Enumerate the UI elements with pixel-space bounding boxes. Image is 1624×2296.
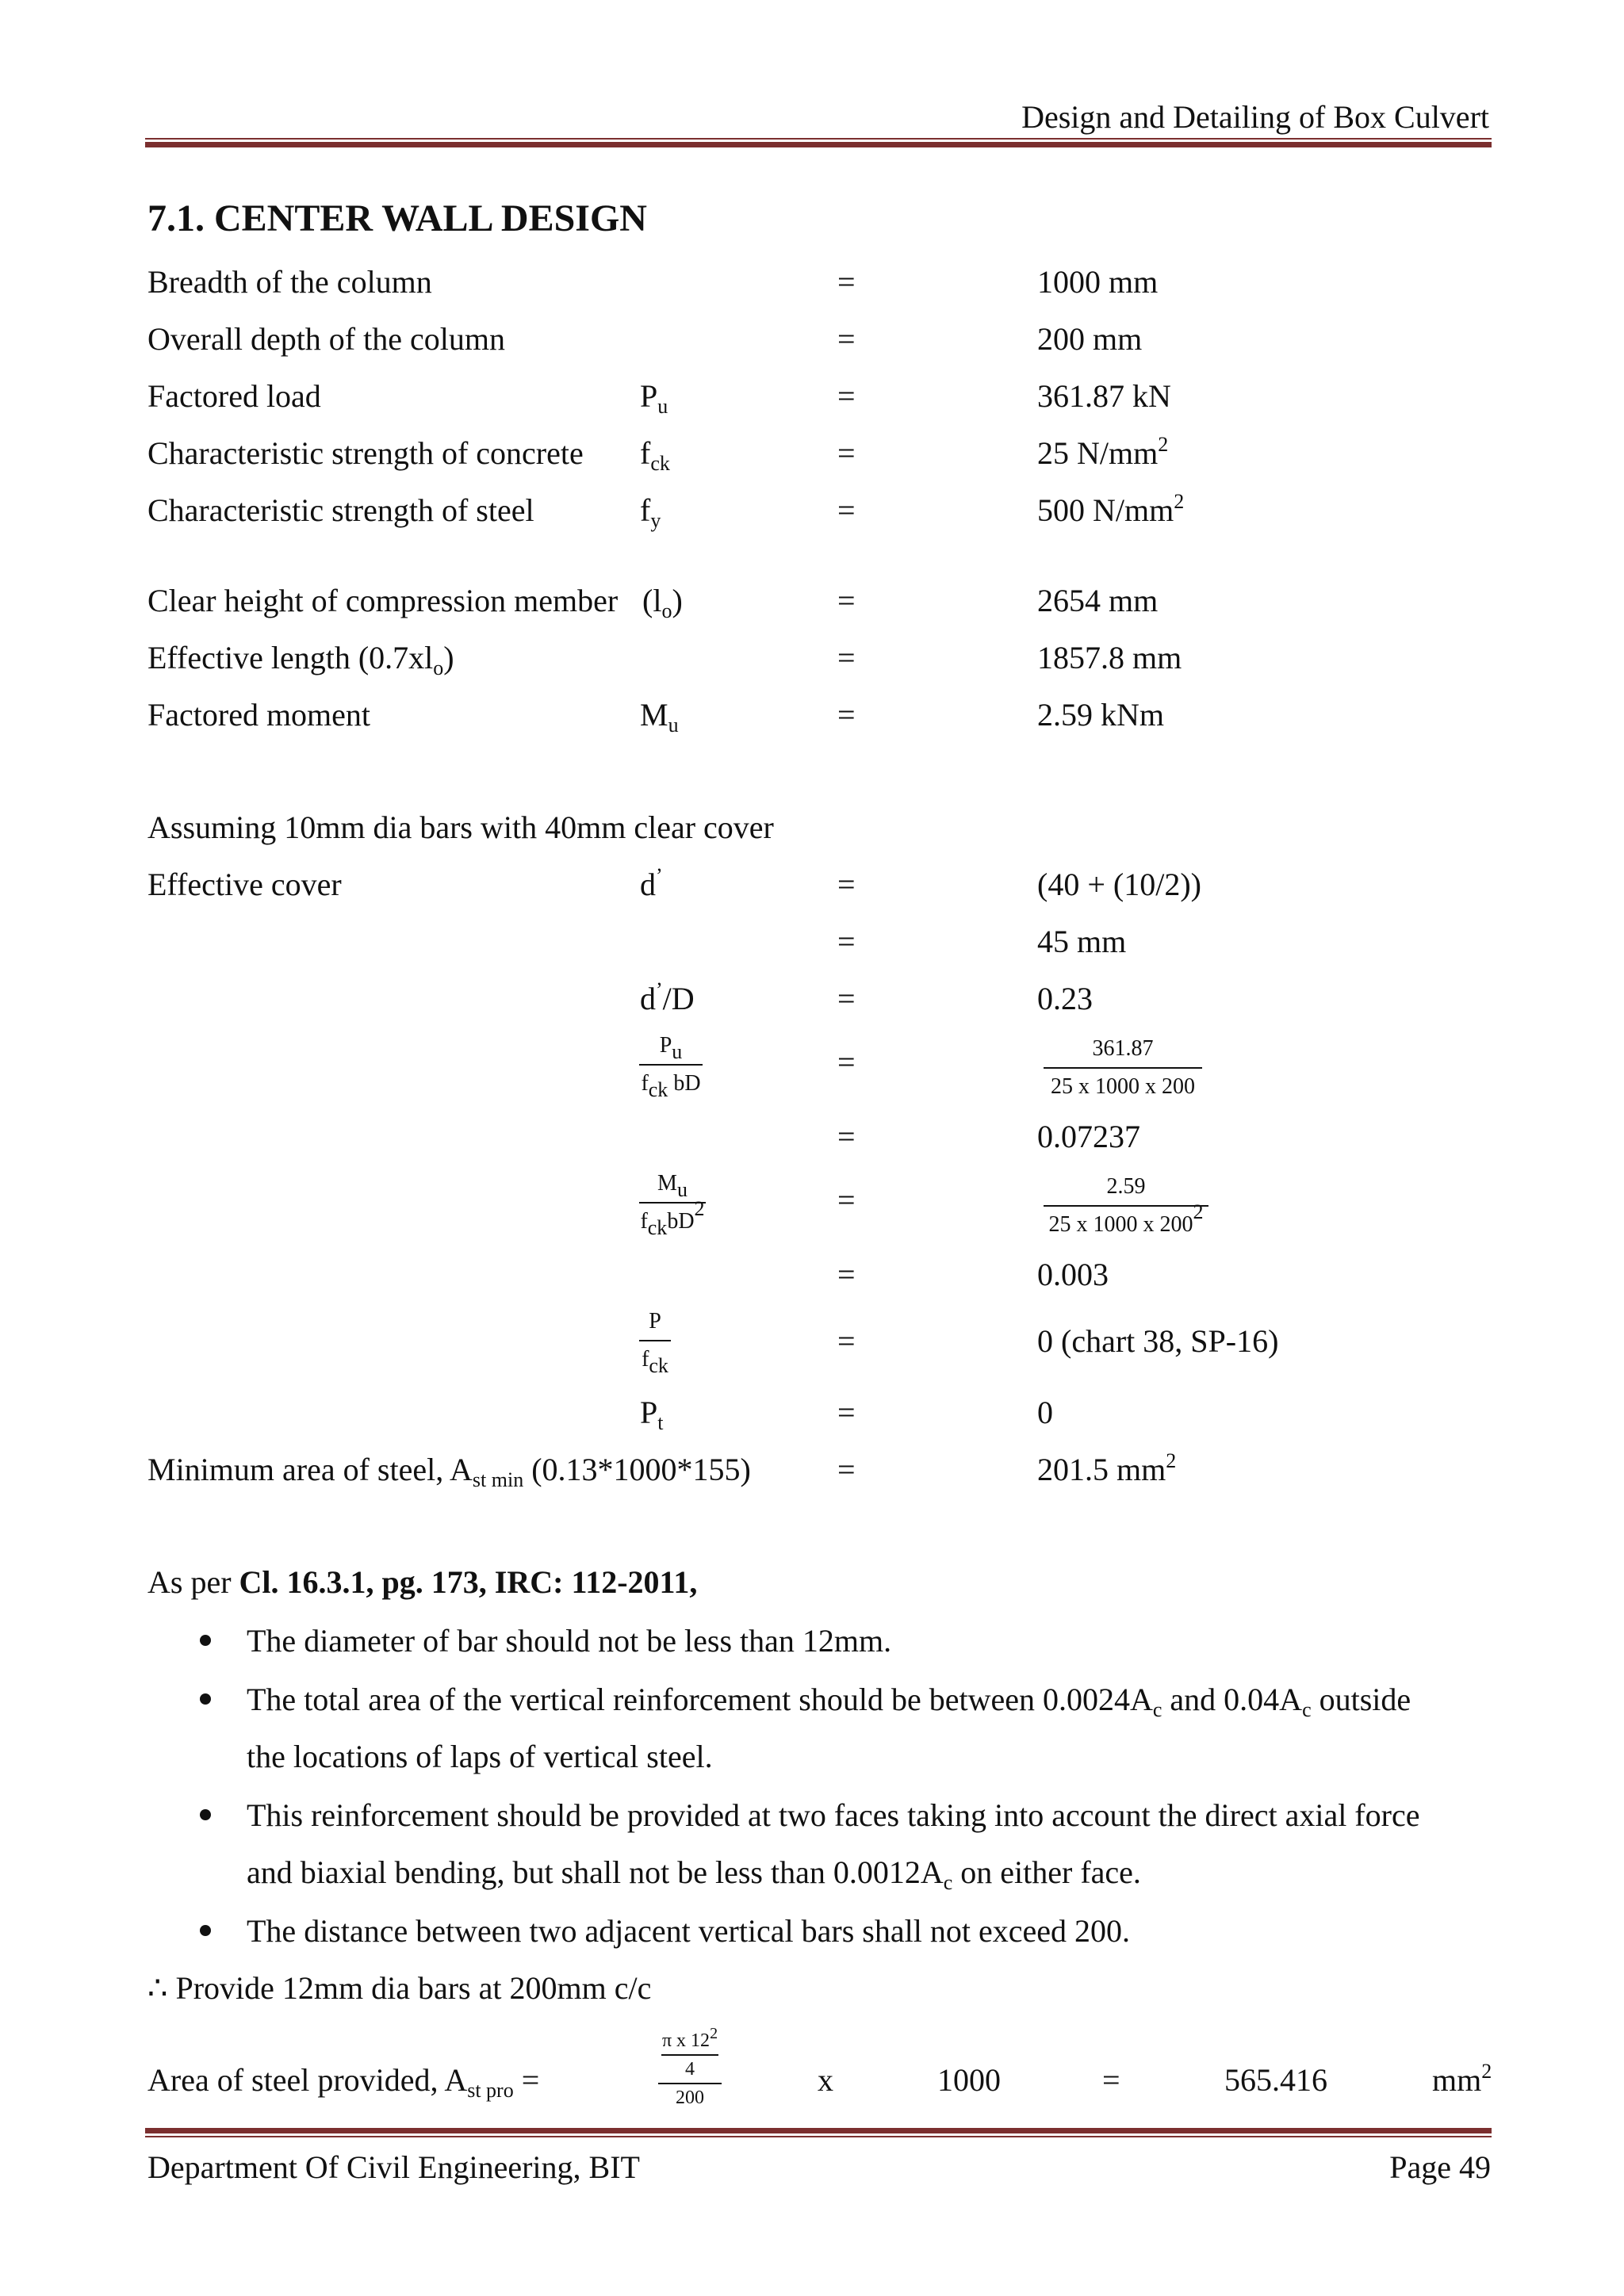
equals-sign: = [837, 1044, 856, 1080]
list-item-text: The total area of the vertical reinforcement should be between $0.0024A_c$ and $0.04A_c$ outside [247, 1682, 1411, 1721]
equals-sign: = [837, 697, 856, 733]
mu-substitution-fraction [1044, 1173, 1208, 1238]
row-value: 0.23 [1037, 981, 1093, 1016]
equals-sign: = [837, 1323, 856, 1359]
row-label: Factored moment [147, 697, 371, 733]
header-rule-thin [145, 138, 1492, 140]
equals-sign: = [837, 924, 856, 959]
row-label: Clear height of compression member [147, 583, 619, 618]
equals-sign: = [837, 321, 856, 357]
fraction-numerator: π x $12^2$ [661, 2025, 718, 2051]
footer-page-number: Page 49 [1389, 2149, 1491, 2185]
row-label: Breadth of the column [147, 264, 432, 300]
row-value: 361.87 kN [1037, 378, 1171, 414]
fraction-numerator-divisor: 4 [685, 2059, 695, 2080]
equals-sign: = [1102, 2062, 1120, 2098]
equals-sign: = [837, 1452, 856, 1487]
fraction-bar [639, 1340, 671, 1341]
pu-substitution-fraction [1044, 1035, 1202, 1100]
fraction-denominator: $f_{ck}$ [642, 1347, 668, 1377]
row-symbol: $M_u$ [640, 697, 679, 737]
list-item-text-continued: the locations of laps of vertical steel. [247, 1739, 713, 1774]
fraction-denominator: 25 x 1000 x $200^2$ [1048, 1200, 1204, 1237]
p-fraction [639, 1308, 671, 1377]
equals-sign: = [837, 583, 856, 618]
footer-department: Department Of Civil Engineering, BIT [147, 2149, 640, 2185]
row-value: 0.07237 [1037, 1119, 1140, 1154]
equals-sign: = [837, 1395, 856, 1430]
equals-sign: = [837, 981, 856, 1016]
fraction-denominator: $f_{ck}$ bD [641, 1071, 701, 1101]
row-symbol: $P_t$ [640, 1395, 664, 1434]
fraction-numerator: 2.59 [1106, 1174, 1146, 1199]
footer-rule-thin [145, 2136, 1492, 2137]
row-value: 201.5 $mm^2$ [1037, 1449, 1177, 1487]
list-item-text: The diameter of bar should not be less than 12mm. [247, 1623, 892, 1659]
equals-sign: = [837, 264, 856, 300]
list-item-text-continued: and biaxial bending, but shall not be less than $0.0012A_c$ on either face. [247, 1854, 1141, 1894]
row-label: Characteristic strength of concrete [147, 435, 584, 471]
fraction-numerator: $P_u$ [659, 1033, 683, 1063]
row-label: Factored load [147, 378, 321, 414]
row-unit: $mm^2$ [1432, 2060, 1492, 2098]
fraction-bar [1044, 1205, 1208, 1207]
fraction-numerator: P [649, 1309, 661, 1334]
row-value: 200 mm [1037, 321, 1143, 357]
row-label: Effective length $(0.7xl_o)$ [147, 640, 454, 679]
provision-statement: ∴ Provide 12mm dia bars at 200mm c/c [147, 1970, 652, 2006]
row-label: Area of steel provided, $A_{st pro}$ = [147, 2062, 540, 2102]
list-item-text: This reinforcement should be provided at two faces taking into account the direct axial force [247, 1797, 1420, 1833]
row-value: 0 (chart 38, SP-16) [1037, 1323, 1279, 1359]
equals-sign: = [837, 378, 856, 414]
row-value: 565.416 [1224, 2062, 1327, 2098]
equals-sign: = [837, 867, 856, 902]
row-symbol: $f_y$ [640, 492, 661, 532]
row-value: 45 mm [1037, 924, 1127, 959]
assumption-text: Assuming 10mm dia bars with 40mm clear cover [147, 809, 774, 845]
multiply-sign: x [818, 2062, 833, 2098]
section-heading: 7.1. CENTER WALL DESIGN [147, 197, 647, 239]
row-value: 0 [1037, 1395, 1053, 1430]
row-value: 1857.8 mm [1037, 640, 1182, 675]
row-value: 25 $N/mm^2$ [1037, 433, 1169, 471]
row-value: (40 + (10/2)) [1037, 867, 1201, 902]
header-rule-thick [145, 142, 1492, 147]
equals-sign: = [837, 1182, 856, 1218]
fraction-bar [661, 2054, 718, 2056]
row-value: 2654 mm [1037, 583, 1159, 618]
equals-sign: = [837, 435, 856, 471]
row-label: Characteristic strength of steel [147, 492, 534, 528]
multiplier-value: 1000 [937, 2062, 1001, 2098]
row-symbol: d’/D [640, 978, 695, 1016]
fraction-numerator: $M_u$ [657, 1171, 688, 1201]
row-value: 500 $N/mm^2$ [1037, 490, 1185, 528]
row-symbol: $P_u$ [640, 378, 668, 418]
ast-fraction [650, 2025, 730, 2109]
bullet-icon [200, 1925, 211, 1936]
row-symbol: $(l_o)$ [642, 583, 683, 622]
equals-sign: = [837, 492, 856, 528]
bullet-icon [200, 1809, 211, 1820]
fraction-bar [658, 2083, 722, 2084]
row-symbol: $f_{ck}$ [640, 435, 670, 475]
fraction-bar [639, 1064, 703, 1066]
equals-sign: = [837, 1257, 856, 1292]
fraction-numerator: 361.87 [1092, 1036, 1154, 1061]
row-value: 2.59 kNm [1037, 697, 1164, 733]
row-label: Overall depth of the column [147, 321, 505, 357]
row-symbol: d’ [640, 864, 663, 902]
page-header-title: Design and Detailing of Box Culvert [1021, 99, 1489, 135]
row-value: 0.003 [1037, 1257, 1109, 1292]
fraction-denominator: 25 x 1000 x 200 [1051, 1074, 1195, 1099]
fraction-bar [1044, 1067, 1202, 1069]
mu-fraction [639, 1170, 706, 1239]
equals-sign: = [837, 640, 856, 675]
equals-sign: = [837, 1119, 856, 1154]
bullet-icon [200, 1635, 211, 1646]
pu-fraction [639, 1032, 703, 1101]
clause-reference: As per Cl. 16.3.1, pg. 173, IRC: 112-2011, [147, 1564, 698, 1600]
list-item-text: The distance between two adjacent vertical bars shall not exceed 200. [247, 1913, 1130, 1949]
bullet-icon [200, 1693, 211, 1705]
fraction-denominator: $f_{ck}bD^2$ [640, 1197, 705, 1239]
row-label: Effective cover [147, 867, 342, 902]
row-value: 1000 mm [1037, 264, 1159, 300]
row-label: Minimum area of steel, $A_{st min}$ (0.13*1000*155) [147, 1452, 751, 1491]
fraction-denominator: 200 [676, 2087, 704, 2108]
footer-rule-thick [145, 2128, 1492, 2133]
